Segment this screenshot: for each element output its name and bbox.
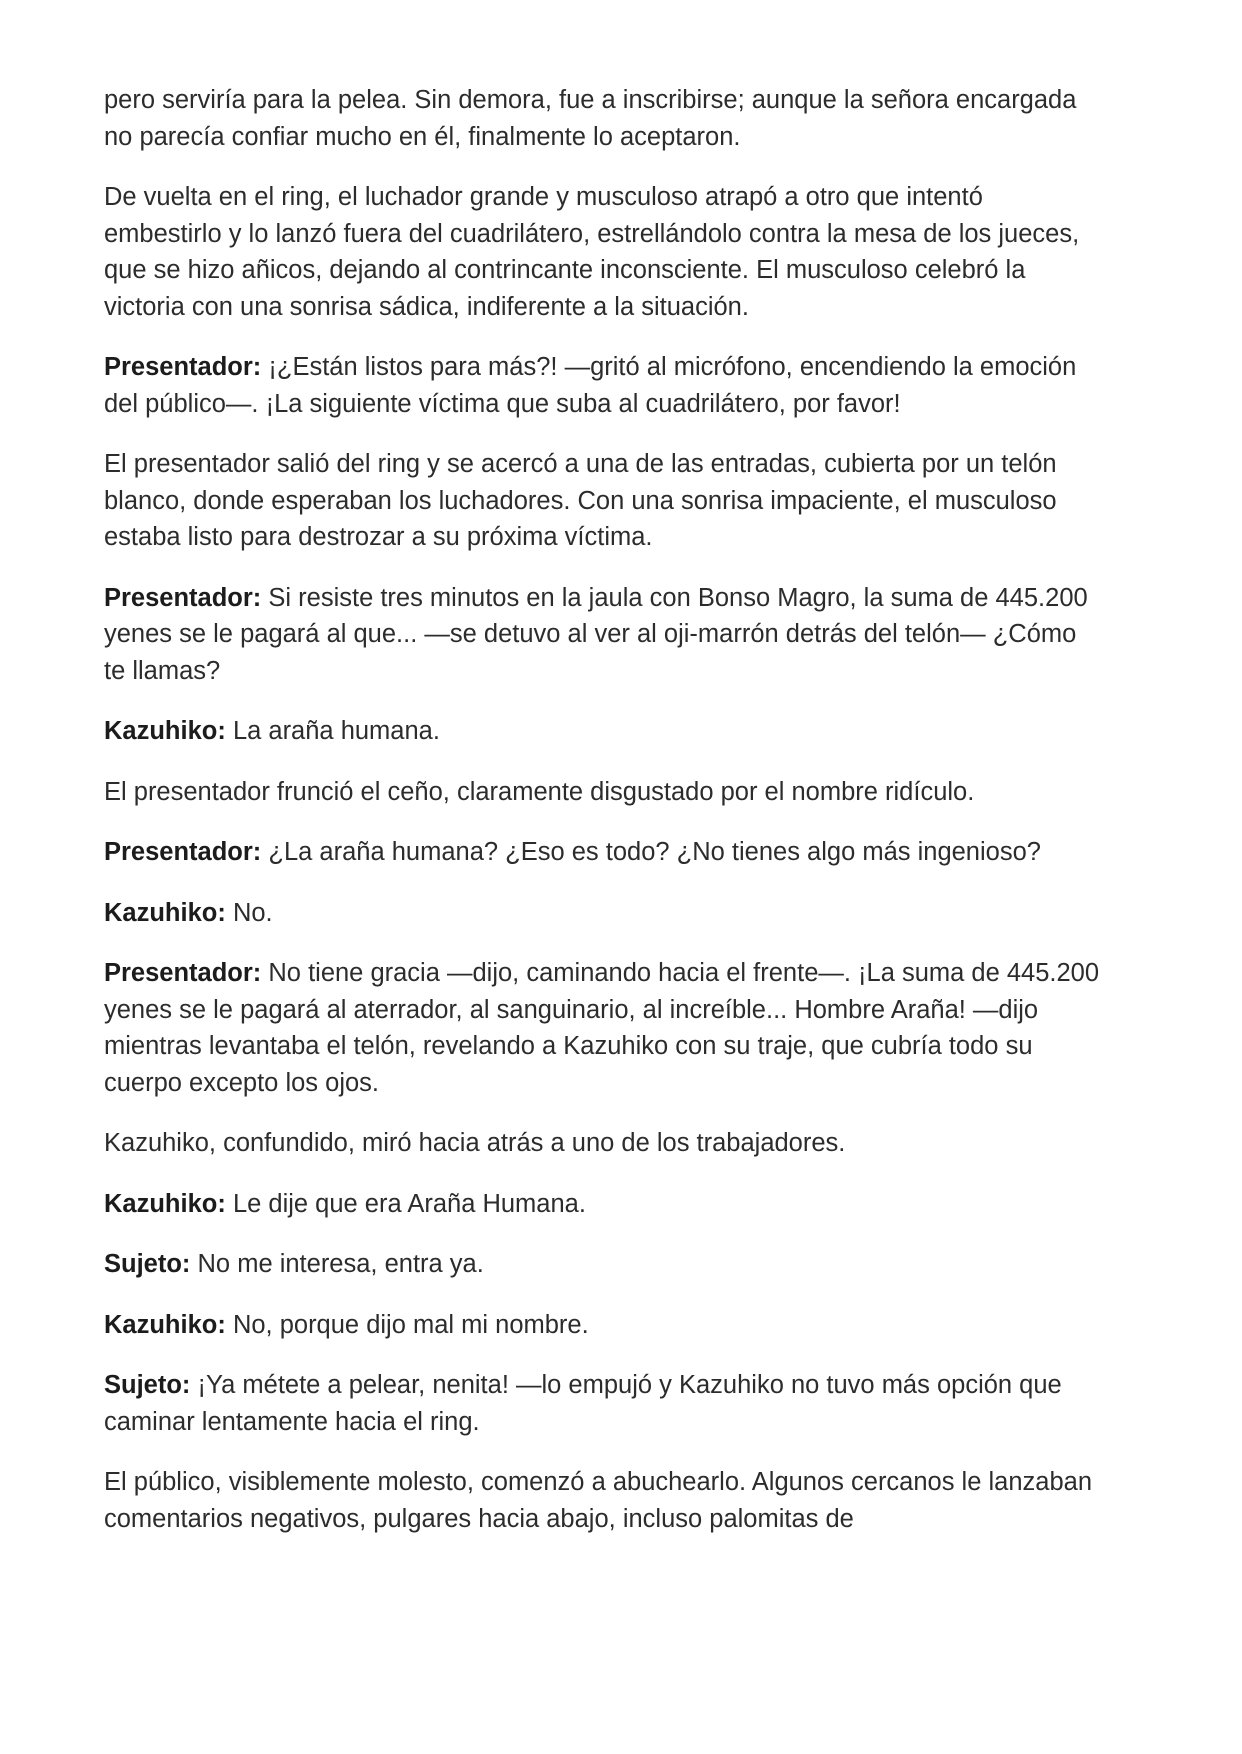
speaker-name: Presentador: [104,353,262,381]
dialogue-text: No me interesa, entra ya. [197,1250,484,1278]
speaker-name: Kazuhiko: [104,1310,226,1339]
speaker-name: Presentador: [104,583,262,612]
speaker-name: Presentador: [104,959,262,987]
speaker-name: Kazuhiko: [104,717,226,745]
paragraph-dialogue [104,713,1104,750]
speaker-name: Sujeto: [104,1250,191,1278]
paragraph-dialogue [104,1246,1104,1283]
paragraph-dialogue [104,895,1104,932]
paragraph-narration: Kazuhiko, confundido, miró hacia atrás a uno de los trabajadores. [104,1129,846,1157]
paragraph-dialogue [104,955,1104,1101]
paragraph-narration: El presentador frunció el ceño, claramente disgustado por el nombre ridículo. [104,777,975,806]
paragraph-dialogue [104,349,1104,422]
paragraph-dialogue [104,1307,1104,1344]
paragraph-narration: De vuelta en el ring, el luchador grande y musculoso atrapó a otro que intentó embestirlo y lo lanzó fuera del cuadrilátero, estrellándolo contra la mesa de los jueces, que se hizo añicos, dejando al contrincante inconsciente. El musculoso celebró la victoria con una sonrisa sádica, indiferente a la situación. [104,183,1080,321]
dialogue-text: No, porque dijo mal mi nombre. [232,1310,589,1339]
dialogue-text: Si resiste tres minutos en la jaula con Bonso Magro, la suma de 445.200 yenes se le pagará al que... —se detuvo al ver al oji-marrón detrás del telón— ¿Cómo te llamas? [104,583,1088,685]
dialogue-text: ¡Ya métete a pelear, nenita! —lo empujó y Kazuhiko no tuvo más opción que caminar lentamente hacia el ring. [104,1371,1062,1436]
paragraph-dialogue [104,1367,1104,1440]
dialogue-text: ¡¿Están listos para más?! —gritó al micrófono, encendiendo la emoción del público—. ¡La siguiente víctima que suba al cuadrilátero, por favor! [104,353,1077,418]
dialogue-text: Le dije que era Araña Humana. [232,1189,586,1218]
paragraph-dialogue [104,834,1104,871]
dialogue-text: No tiene gracia —dijo, caminando hacia el frente—. ¡La suma de 445.200 yenes se le pagará al aterrador, al sanguinario, al increíble... Hombre Araña! —dijo mientras levantaba el telón, revelando a Kazuhiko con su traje, que cubría todo su cuerpo excepto los ojos. [104,959,1100,1097]
speaker-name: Kazuhiko: [104,898,226,927]
paragraph-dialogue [104,1186,1104,1223]
dialogue-text: No. [232,898,273,927]
dialogue-text: La araña humana. [232,717,440,745]
speaker-name: Sujeto: [104,1371,191,1399]
document-page [104,82,1104,1561]
speaker-name: Presentador: [104,838,262,866]
speaker-name: Kazuhiko: [104,1189,226,1218]
paragraph-dialogue [104,580,1104,690]
paragraph-narration: El presentador salió del ring y se acercó a una de las entradas, cubierta por un telón blanco, donde esperaban los luchadores. Con una sonrisa impaciente, el musculoso estaba listo para destrozar a su próxima víctima. [104,450,1057,551]
paragraph-narration: El público, visiblemente molesto, comenzó a abuchearlo. Algunos cercanos le lanzaban comentarios negativos, pulgares hacia abajo, incluso palomitas de [104,1468,1093,1533]
paragraph-narration: pero serviría para la pelea. Sin demora, fue a inscribirse; aunque la señora encargada no parecía confiar mucho en él, finalmente lo aceptaron. [104,86,1077,151]
dialogue-text: ¿La araña humana? ¿Eso es todo? ¿No tienes algo más ingenioso? [268,838,1041,866]
